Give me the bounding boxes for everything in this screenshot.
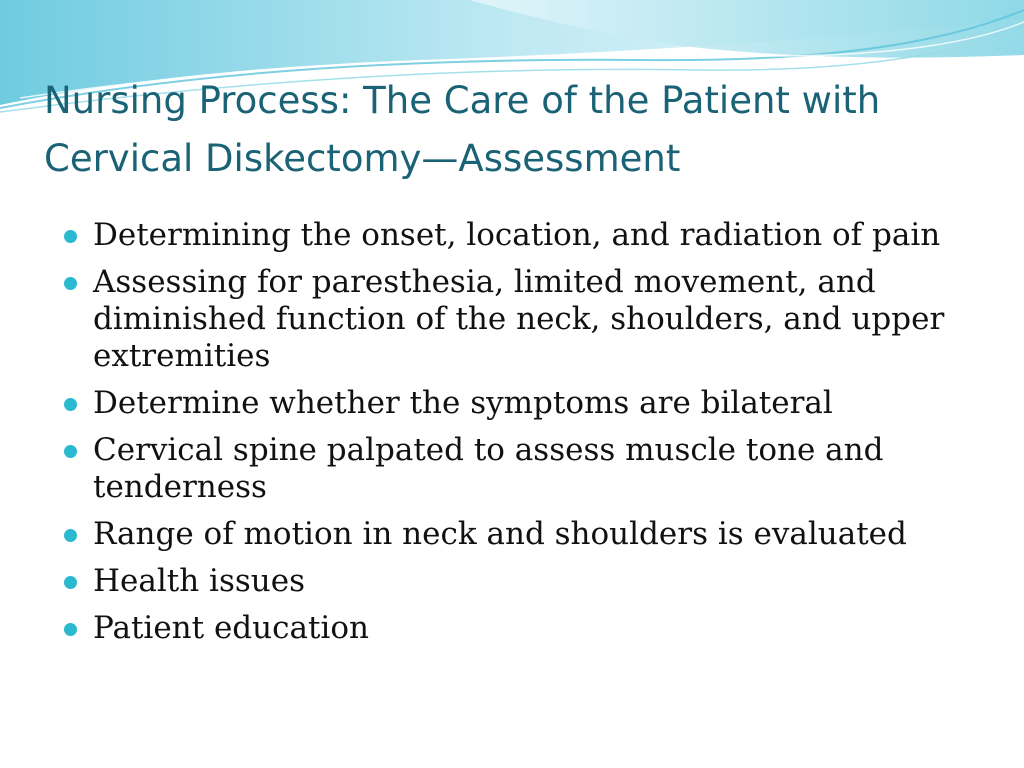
bullet-list [60,217,980,657]
bullet-text: Cervical spine palpated to assess muscle tone and tenderness [93,432,884,505]
bullet-item [60,610,980,647]
bullet-text: Determine whether the symptoms are bilateral [93,385,833,421]
bullet-dot-icon [64,529,77,542]
bullet-dot-icon [64,623,77,636]
slide-title [44,72,994,188]
bullet-dot-icon [64,277,77,290]
bullet-text: Range of motion in neck and shoulders is evaluated [93,516,907,552]
bullet-item [60,563,980,600]
bullet-dot-icon [64,398,77,411]
bullet-item [60,432,980,506]
bullet-text: Patient education [93,610,369,646]
bullet-item [60,217,980,254]
bullet-text: Assessing for paresthesia, limited movement, and diminished function of the neck, shoulders, and upper extremities [93,264,945,374]
bullet-text: Health issues [93,563,306,599]
slide-title-line-2: Cervical Diskectomy—Assessment [44,137,681,180]
slide-title-line-1: Nursing Process: The Care of the Patient with [44,79,881,122]
bullet-text: Determining the onset, location, and radiation of pain [93,217,941,253]
bullet-dot-icon [64,576,77,589]
bullet-item [60,264,980,375]
bullet-dot-icon [64,230,77,243]
bullet-item [60,385,980,422]
bullet-item [60,516,980,553]
bullet-dot-icon [64,445,77,458]
